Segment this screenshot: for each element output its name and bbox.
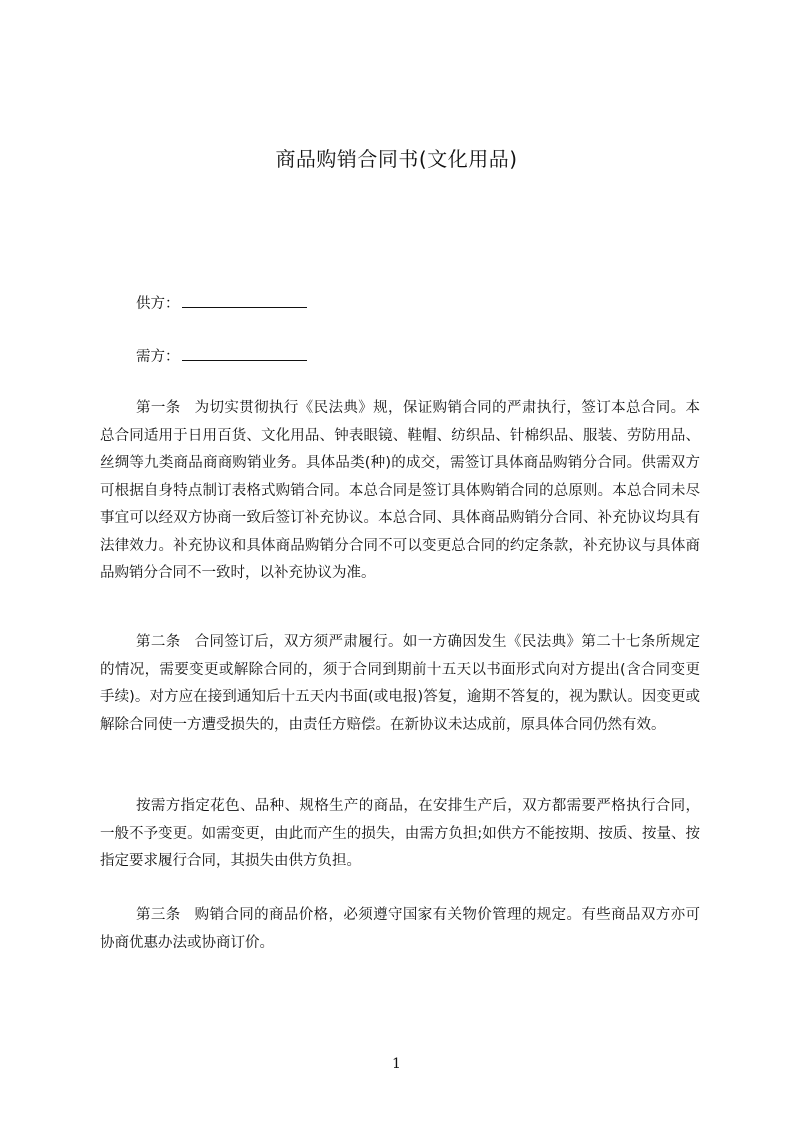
clause-3 <box>100 902 700 957</box>
supplier-line <box>136 292 307 313</box>
buyer-line <box>136 345 307 366</box>
supplier-blank-field[interactable] <box>182 293 307 308</box>
page-number: 1 <box>392 1056 401 1072</box>
clause-2-continuation-text: 按需方指定花色、品种、规格生产的商品，在安排生产后，双方都需要严格执行合同，一般不予变更。如需变更，由此而产生的损失，由需方负担;如供方不能按期、按质、按量、按指定要求履行合同，其损失由供方负担。 <box>100 798 700 869</box>
clause-2-text: 合同签订后，双方须严肃履行。如一方确因发生《民法典》第二十七条所规定的情况，需要变更或解除合同的，须于合同到期前十五天以书面形式向对方提出(含合同变更手续)。对方应在接到通知后十五天内书面(或电报)答复，逾期不答复的，视为默认。因变更或解除合同使一方遭受损失的，由责任方赔偿。在新协议未达成前，原具体合同仍然有效。 <box>100 634 700 733</box>
clause-1 <box>100 395 700 588</box>
supplier-label: 供方： <box>136 296 180 312</box>
clause-3-text: 购销合同的商品价格，必须遵守国家有关物价管理的规定。有些商品双方亦可协商优惠办法或协商订价。 <box>100 907 700 951</box>
clause-2-label: 第二条 <box>136 634 181 650</box>
clause-2-continuation <box>100 793 700 876</box>
buyer-blank-field[interactable] <box>182 346 307 361</box>
buyer-label: 需方： <box>136 349 180 365</box>
document-title: 商品购销合同书(文化用品) <box>275 147 518 171</box>
clause-1-label: 第一条 <box>136 400 181 416</box>
clause-2 <box>100 629 700 739</box>
clause-3-label: 第三条 <box>136 907 181 923</box>
clause-1-text: 为切实贯彻执行《民法典》规，保证购销合同的严肃执行，签订本总合同。本总合同适用于日用百货、文化用品、钟表眼镜、鞋帽、纺织品、针棉织品、服装、劳防用品、丝绸等九类商品商商购销业务。具体品类(种)的成交，需签订具体商品购销分合同。供需双方可根据自身特点制订表格式购销合同。本总合同是签订具体购销合同的总原则。本总合同未尽事宜可以经双方协商一致后签订补充协议。本总合同、具体商品购销分合同、补充协议均具有法律效力。补充协议和具体商品购销分合同不可以变更总合同的约定条款，补充协议与具体商品购销分合同不一致时，以补充协议为准。 <box>100 400 700 581</box>
